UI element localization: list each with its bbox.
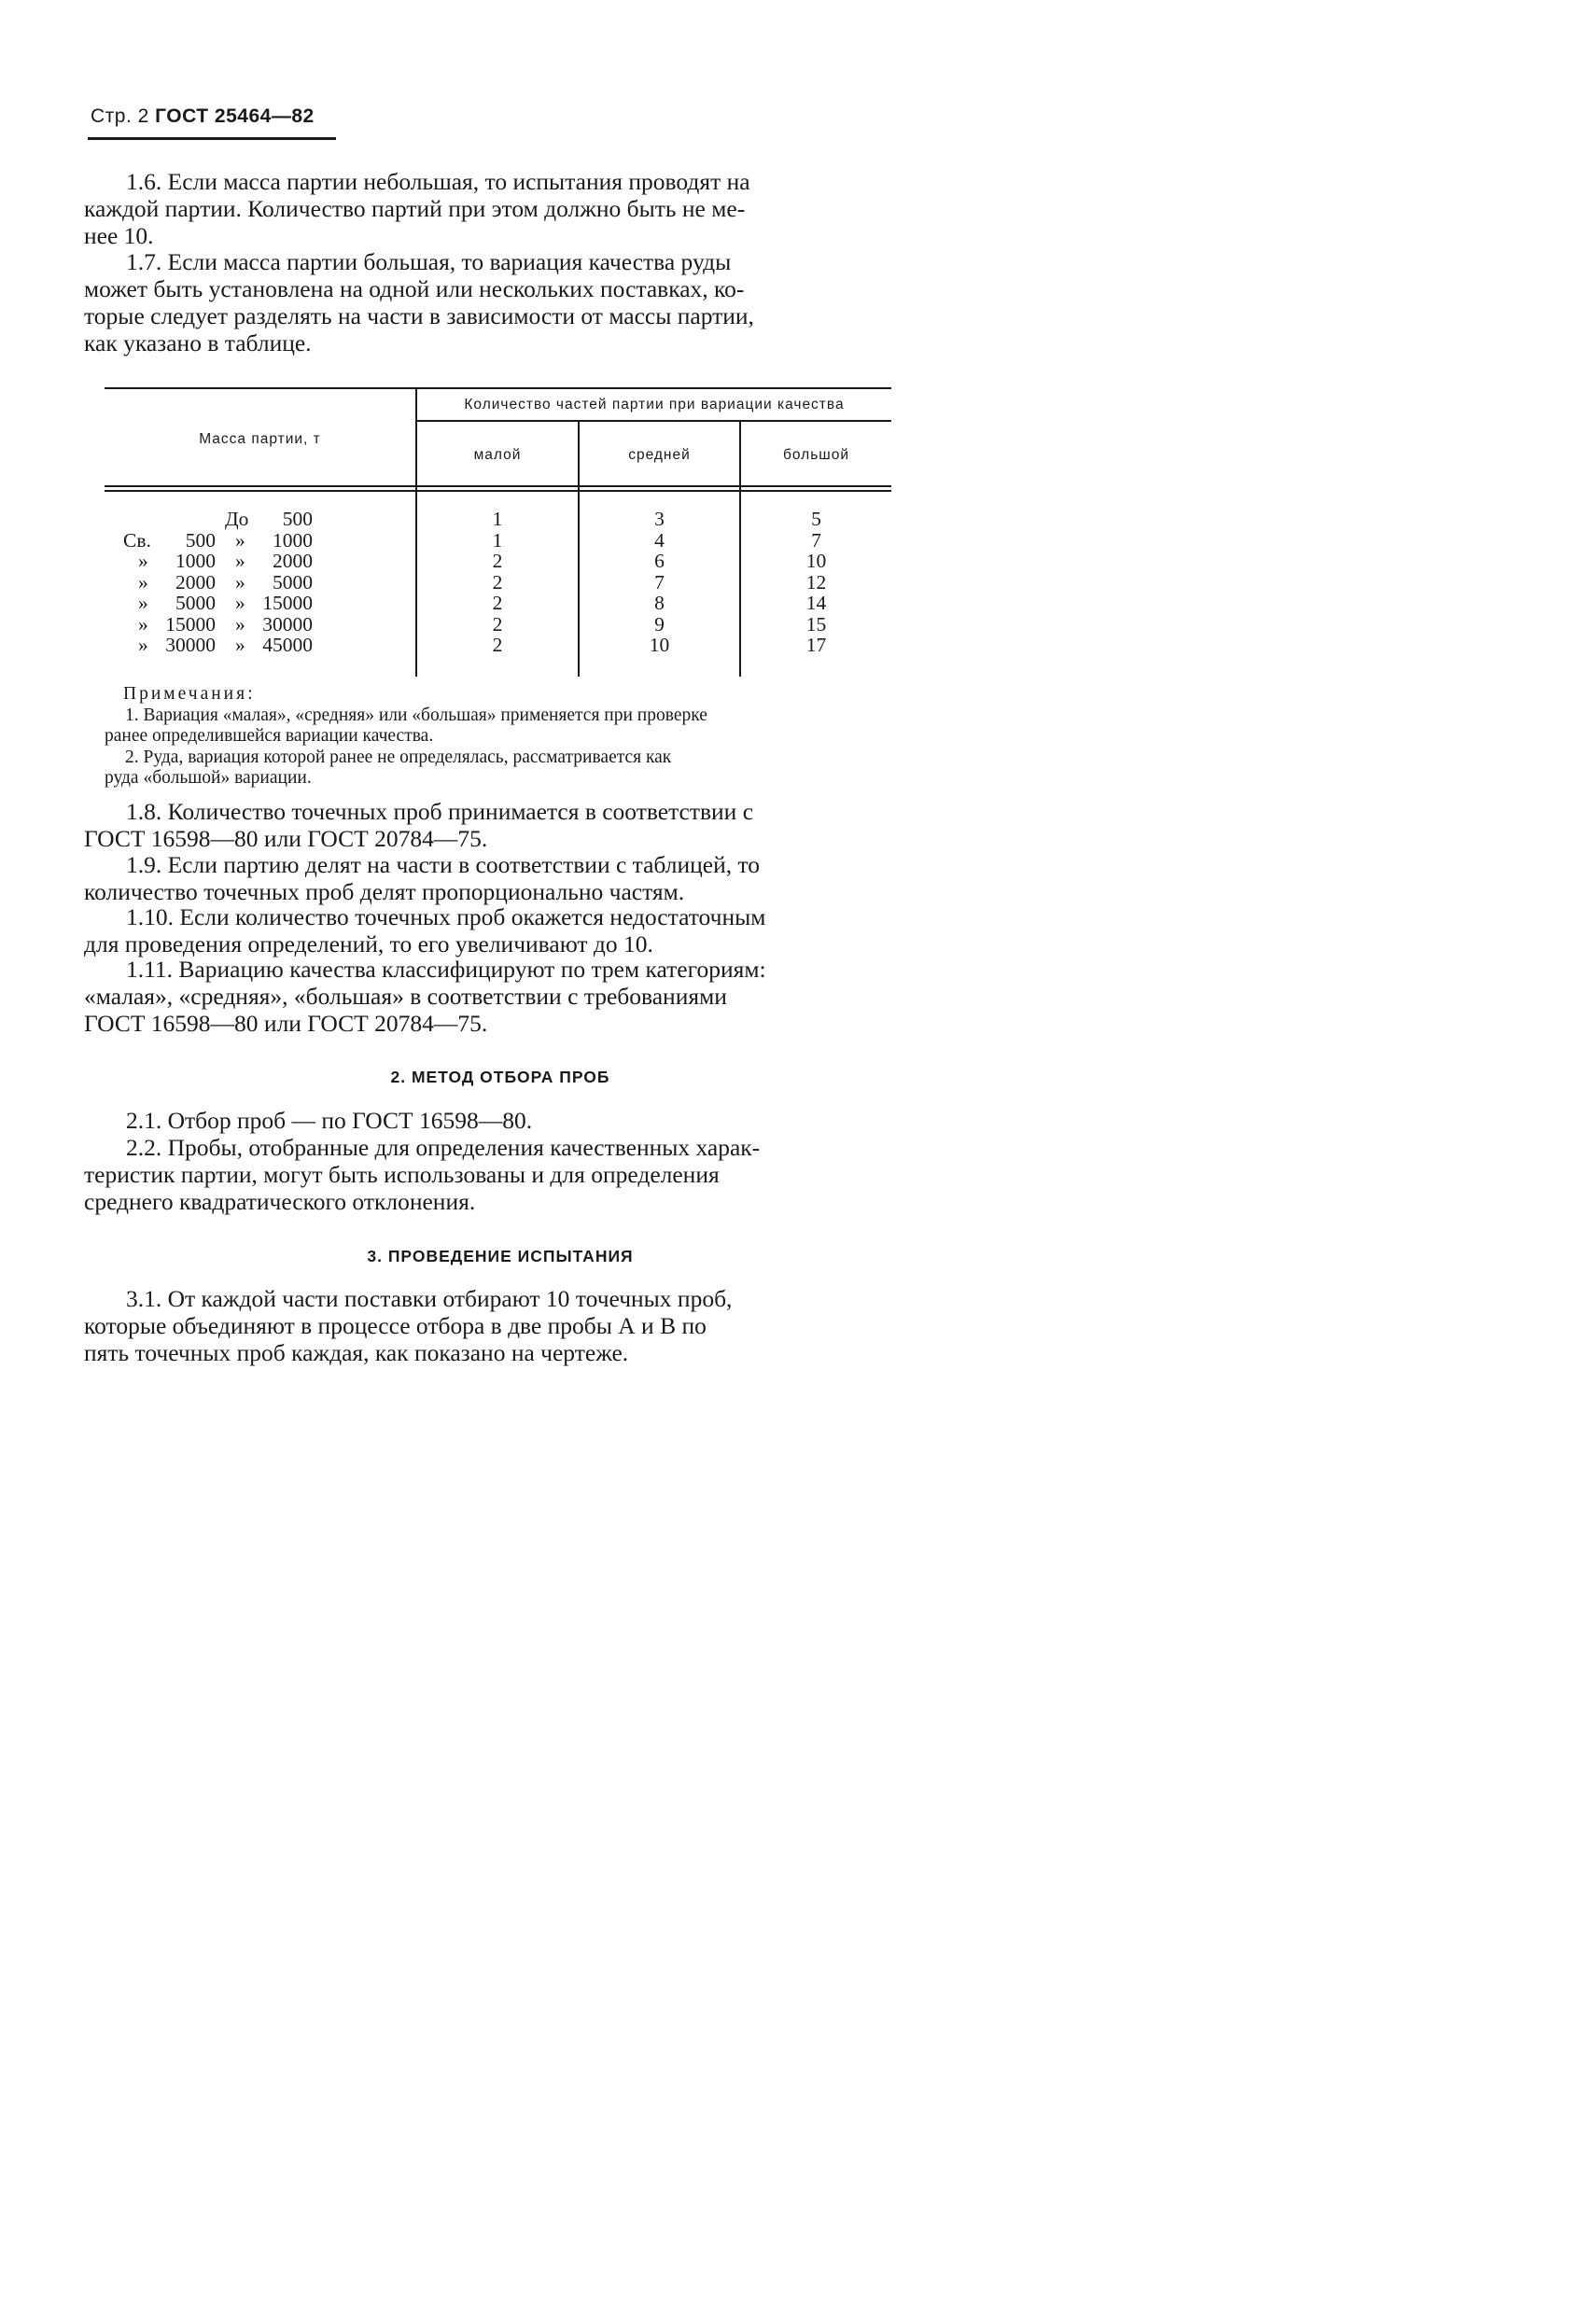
paragraph-1-11: 1.11. Вариацию качества классифицируют по трем категориям: «малая», «средняя», «большая» в соответствии с требованиями ГОСТ 16598—80 или ГОСТ 20784—75.	[84, 956, 766, 1037]
mass-to: 500	[282, 508, 313, 530]
paragraph-3-1: 3.1. От каждой части поставки отбирают 10 точечных проб, которые объединяют в процессе отбора в две пробы А и В по пять точечных проб каждая, как показано на чертеже.	[84, 1285, 733, 1366]
mass-from: 1000	[175, 550, 216, 572]
mass-from: 500	[185, 528, 216, 552]
mass-to: 45000	[262, 634, 313, 656]
cell-medium: 9	[654, 612, 665, 636]
cell-large: 15	[805, 612, 827, 636]
header-rule	[88, 137, 336, 140]
cell-medium: 6	[654, 550, 665, 572]
paragraph-1-6: 1.6. Если масса партии небольшая, то испытания проводят на каждой партии. Количество партий при этом должно быть не ме- нее 10.	[84, 168, 750, 249]
col-large-header: большой	[783, 447, 849, 463]
col-small-header: малой	[473, 447, 522, 463]
mass-prefix: »	[138, 592, 148, 614]
paragraph-1-7: 1.7. Если масса партии большая, то вариация качества руды может быть установлена на одной или нескольких поставках, ко- торые следует разделять на части в зависимости от массы партии, как указано в таблице.	[84, 248, 754, 356]
mass-prefix: »	[138, 570, 148, 594]
page-label: Стр. 2	[91, 105, 149, 127]
mass-from: 2000	[175, 570, 216, 594]
cell-small: 2	[492, 550, 503, 572]
paragraph-1-8: 1.8. Количество точечных проб принимается в соответствии с ГОСТ 16598—80 или ГОСТ 20784—75.	[84, 798, 754, 852]
table-notes	[105, 684, 896, 790]
cell-small: 2	[492, 592, 503, 614]
cell-medium: 10	[649, 634, 670, 656]
table-header-rule-2	[105, 490, 891, 492]
table-top-rule	[105, 387, 891, 389]
cell-medium: 8	[654, 592, 665, 614]
col-medium-header: средней	[628, 447, 691, 463]
table-header-rule-1	[105, 485, 891, 487]
cell-small: 2	[492, 612, 503, 636]
cell-small: 2	[492, 634, 503, 656]
mass-to: 5000	[273, 570, 313, 594]
mass-prefix: »	[138, 550, 148, 572]
mass-to: 1000	[273, 528, 313, 552]
mass-from: До	[225, 508, 249, 530]
mass-sep: »	[235, 570, 245, 594]
mass-sep: »	[235, 528, 245, 552]
table-group-rule	[415, 420, 891, 422]
mass-from: 5000	[175, 592, 216, 614]
mass-from: 30000	[165, 634, 216, 656]
note-2: 2. Руда, вариация которой ранее не определялась, рассматривается как руда «большой» вариации.	[105, 747, 672, 788]
cell-small: 1	[492, 508, 503, 530]
paragraph-1-9: 1.9. Если партию делят на части в соответствии с таблицей, то количество точечных проб делят пропорционально частям.	[84, 851, 761, 905]
cell-medium: 3	[654, 508, 665, 530]
page-header	[91, 105, 315, 128]
cell-small: 2	[492, 570, 503, 594]
mass-to: 30000	[262, 612, 313, 636]
cell-medium: 7	[654, 570, 665, 594]
notes-title: Примечания:	[123, 684, 256, 704]
paragraph-1-10: 1.10. Если количество точечных проб окажется недостаточным для проведения определений, то его увеличивают до 10.	[84, 903, 766, 957]
document-page	[0, 0, 1001, 1454]
cell-medium: 4	[654, 528, 665, 552]
mass-to: 15000	[262, 592, 313, 614]
cell-large: 14	[805, 592, 827, 614]
mass-sep: »	[235, 612, 245, 636]
section-2-title: 2. МЕТОД ОТБОРА ПРОБ	[390, 1068, 610, 1086]
mass-sep: »	[235, 634, 245, 656]
cell-large: 10	[805, 550, 827, 572]
mass-prefix: »	[138, 612, 148, 636]
mass-prefix: »	[138, 634, 148, 656]
cell-large: 7	[811, 528, 821, 552]
cell-large: 5	[811, 508, 821, 530]
cell-small: 1	[492, 528, 503, 552]
mass-to: 2000	[273, 550, 313, 572]
col-mass-header: Масса партии, т	[199, 431, 321, 447]
cell-large: 12	[805, 570, 827, 594]
note-1: 1. Вариация «малая», «средняя» или «большая» применяется при проверке ранее определившейся вариации качества.	[105, 705, 707, 746]
mass-sep: »	[235, 550, 245, 572]
mass-parts-table	[105, 387, 891, 677]
mass-sep: »	[235, 592, 245, 614]
standard-number: ГОСТ 25464—82	[155, 105, 315, 127]
paragraph-2-2: 2.2. Пробы, отобранные для определения качественных харак- теристик партии, могут быть использованы и для определения среднего квадратического отклонения.	[84, 1134, 761, 1215]
mass-prefix: Св.	[123, 528, 151, 552]
mass-from: 15000	[165, 612, 216, 636]
paragraph-2-1: 2.1. Отбор проб — по ГОСТ 16598—80.	[126, 1107, 533, 1134]
group-header: Количество частей партии при вариации качества	[464, 397, 845, 412]
cell-large: 17	[805, 634, 827, 656]
section-3-title: 3. ПРОВЕДЕНИЕ ИСПЫТАНИЯ	[367, 1247, 634, 1265]
